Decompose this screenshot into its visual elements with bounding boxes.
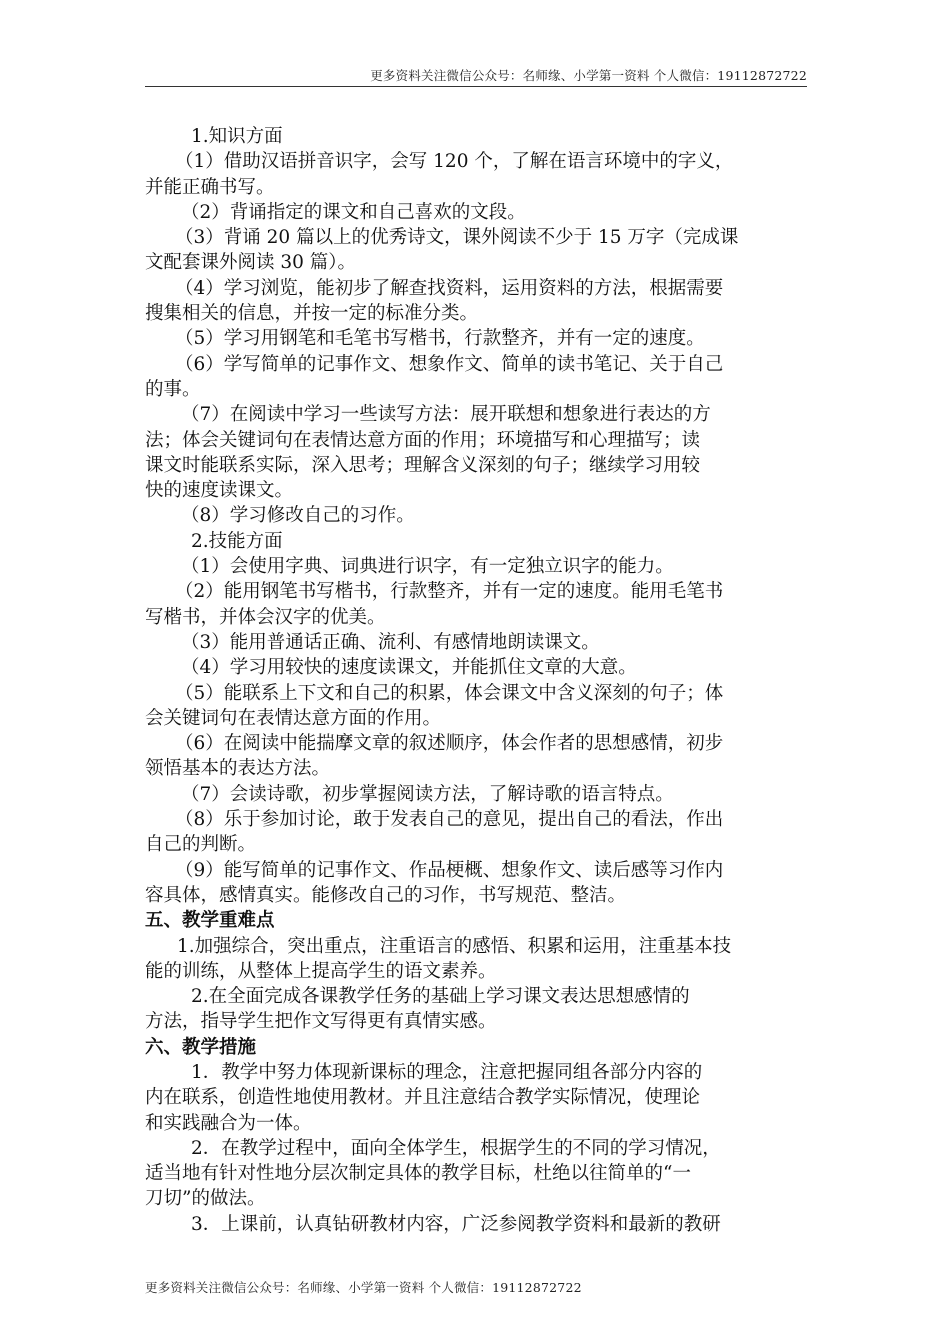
page-header: 更多资料关注微信公众号：名师缘、小学第一资料 个人微信：19112872722: [370, 68, 807, 83]
text-line: （8）学习修改自己的习作。: [181, 505, 415, 527]
section-heading: 六、教学措施: [145, 1036, 257, 1058]
text-line: 和实践融合为一体。: [145, 1112, 312, 1134]
text-line: 1.知识方面: [191, 126, 283, 147]
section-heading: 五、教学重难点: [145, 910, 275, 932]
header-divider: [145, 86, 807, 87]
text-line: （4）学习用较快的速度读课文，并能抓住文章的大意。: [181, 657, 637, 679]
text-line: （3）背诵 20 篇以上的优秀诗文，课外阅读不少于 15 万字（完成课: [175, 227, 739, 249]
text-line: 3．上课前，认真钻研教材内容，广泛参阅教学资料和最新的教研: [191, 1213, 721, 1235]
text-line: 的事。: [145, 378, 201, 400]
text-line: （1）会使用字典、词典进行识字，有一定独立识字的能力。: [181, 556, 674, 578]
text-line: 课文时能联系实际，深入思考；理解含义深刻的句子；继续学习用较: [145, 454, 701, 476]
text-line: 快的速度读课文。: [145, 480, 294, 502]
text-line: 适当地有针对性地分层次制定具体的教学目标，杜绝以往简单的“一: [145, 1163, 691, 1185]
page-footer: 更多资料关注微信公众号：名师缘、小学第一资料 个人微信：19112872722: [145, 1280, 582, 1295]
text-line: 1.加强综合，突出重点，注重语言的感悟、积累和运用，注重基本技: [177, 935, 732, 957]
text-line: （2）背诵指定的课文和自己喜欢的文段。: [181, 201, 526, 223]
document-body: [145, 124, 807, 1237]
text-line: 方法，指导学生把作文写得更有真情实感。: [145, 1011, 497, 1033]
text-line: （8）乐于参加讨论，敢于发表自己的意见，提出自己的看法，作出: [175, 809, 724, 831]
text-line: （7）在阅读中学习一些读写方法：展开联想和想象进行表达的方: [181, 404, 711, 426]
text-line: 搜集相关的信息，并按一定的标准分类。: [145, 303, 479, 325]
text-line: （5）能联系上下文和自己的积累，体会课文中含义深刻的句子；体: [175, 682, 724, 704]
text-line: （6）学写简单的记事作文、想象作文、简单的读书笔记、关于自己: [175, 353, 724, 375]
text-line: （5）学习用钢笔和毛笔书写楷书，行款整齐，并有一定的速度。: [175, 328, 705, 350]
text-line: 会关键词句在表情达意方面的作用。: [145, 707, 442, 729]
text-line: （1）借助汉语拼音识字，会写 120 个，了解在语言环境中的字义，: [175, 151, 734, 173]
text-line: （6）在阅读中能揣摩文章的叙述顺序，体会作者的思想感情，初步: [175, 733, 724, 755]
text-line: 文配套课外阅读 30 篇）。: [145, 252, 357, 274]
text-line: 领悟基本的表达方法。: [145, 758, 331, 780]
text-line: （7）会读诗歌，初步掌握阅读方法，了解诗歌的语言特点。: [181, 783, 674, 805]
text-line: 并能正确书写。: [145, 176, 275, 198]
text-line: 写楷书，并体会汉字的优美。: [145, 606, 386, 628]
text-line: 2.技能方面: [191, 530, 283, 552]
text-line: 能的训练，从整体上提高学生的语文素养。: [145, 960, 497, 982]
text-line: 刀切”的做法。: [145, 1188, 266, 1210]
text-line: （3）能用普通话正确、流利、有感情地朗读课文。: [181, 631, 600, 653]
text-line: 自己的判断。: [145, 834, 257, 856]
text-line: 内在联系，创造性地使用教材。并且注意结合教学实际情况，使理论: [145, 1087, 701, 1109]
text-line: （2）能用钢笔书写楷书，行款整齐，并有一定的速度。能用毛笔书: [175, 581, 724, 603]
text-line: （4）学习浏览，能初步了解查找资料，运用资料的方法，根据需要: [175, 277, 724, 299]
text-line: 2．在教学过程中，面向全体学生，根据学生的不同的学习情况，: [191, 1137, 721, 1159]
text-line: 法；体会关键词句在表情达意方面的作用；环境描写和心理描写；读: [145, 429, 701, 451]
text-line: 容具体，感情真实。能修改自己的习作，书写规范、整洁。: [145, 884, 627, 906]
text-line: （9）能写简单的记事作文、作品梗概、想象作文、读后感等习作内: [175, 859, 724, 881]
text-line: 1．教学中努力体现新课标的理念，注意把握同组各部分内容的: [191, 1061, 703, 1083]
text-line: 2.在全面完成各课教学任务的基础上学习课文表达思想感情的: [191, 986, 690, 1008]
